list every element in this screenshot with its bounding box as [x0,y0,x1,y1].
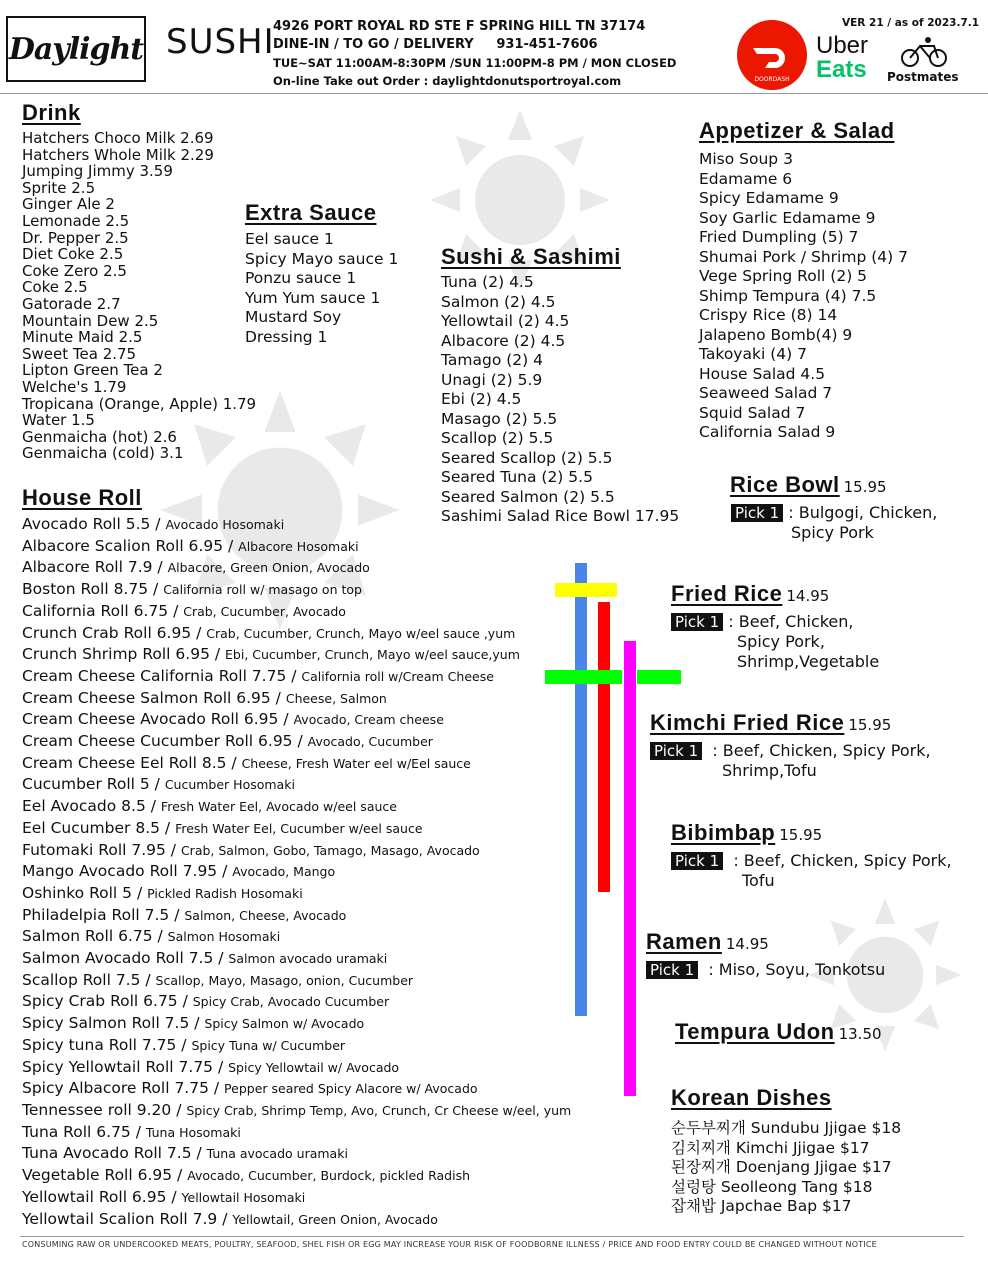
kimchi-fried-rice-options: Pick 1 : Beef, Chicken, Spicy Pork, Shrimp,Tofu [650,741,931,781]
list-item: Tuna (2) 4.5 [441,273,534,291]
list-item: Eel sauce 1 [245,230,334,248]
list-item: Cream Cheese Avocado Roll 6.95 / Avocado, Cream cheese [22,710,444,729]
sushi-sashimi-title: Sushi & Sashimi [441,244,621,269]
drink-title: Drink [22,100,81,125]
ramen-heading [646,929,769,955]
kimchi-fried-rice-title: Kimchi Fried Rice [650,710,845,735]
drink-list [22,130,256,462]
list-item: Dressing 1 [245,327,328,346]
list-item: Jumping Jimmy 3.59 [22,162,173,181]
list-item: Yellowtail (2) 4.5 [441,312,570,330]
list-item: 순두부찌개 Sundubu Jjigae $18 [671,1119,902,1137]
fried-rice-options: Pick 1 : Beef, Chicken, Spicy Pork, Shrimp,Vegetable [671,612,879,672]
list-item: Takoyaki (4) 7 [699,345,807,363]
list-item: Spicy Yellowtail Roll 7.75 / Spicy Yellowtail w/ Avocado [22,1057,400,1076]
list-item: Crunch Crab Roll 6.95 / Crab, Cucumber, Crunch, Mayo w/eel sauce ,yum [22,623,516,642]
list-item: Albacore Roll 7.9 / Albacore, Green Onion, Avocado [22,558,370,577]
blue-bar [575,563,587,1016]
appetizer-salad-list [699,150,908,443]
list-item: Seared Tuna (2) 5.5 [441,468,593,486]
kimchi-fried-rice-heading [650,710,891,736]
list-item: Lipton Green Tea 2 [22,361,163,380]
rice-bowl-title: Rice Bowl [730,472,840,497]
list-item: Tropicana (Orange, Apple) 1.79 [22,394,257,413]
online-order-link[interactable]: On-line Take out Order : daylightdonutsportroyal.com [273,74,622,88]
list-item: Albacore Scalion Roll 6.95 / Albacore Hosomaki [22,536,359,555]
pick-badge: Pick 1 [671,613,723,631]
list-item: Tamago (2) 4 [441,351,543,369]
hours: TUE~SAT 11:00AM-8:30PM /SUN 11:00PM-8 PM / MON CLOSED [273,56,677,70]
list-item: Coke 2.5 [22,278,88,297]
service-line: DINE-IN / TO GO / DELIVERY 931-451-7606 [273,37,598,52]
list-item: Mango Avocado Roll 7.95 / Avocado, Mango [22,862,336,881]
price: 14.95 [725,935,769,953]
list-item: Cream Cheese California Roll 7.75 / California roll w/Cream Cheese [22,666,494,685]
bibimbap-heading [671,820,822,846]
fried-rice-title: Fried Rice [671,581,783,606]
list-item: Cream Cheese Salmon Roll 6.95 / Cheese, Salmon [22,688,387,707]
list-item: Seared Salmon (2) 5.5 [441,487,615,506]
price: 13.50 [838,1025,882,1043]
list-item: Unagi (2) 5.9 [441,370,543,389]
header-divider [0,93,988,94]
list-item: 된장찌개 Doenjang Jjigae $17 [671,1158,892,1176]
header-info [273,18,676,90]
list-item: Genmaicha (cold) 3.1 [22,444,184,463]
list-item: Sweet Tea 2.75 [22,344,137,363]
list-item: Scallop (2) 5.5 [441,429,554,447]
footer-divider [20,1236,964,1237]
appetizer-salad-title: Appetizer & Salad [699,118,895,143]
list-item: Philadelpia Roll 7.5 / Salmon, Cheese, Avocado [22,905,347,924]
green-bar-left [545,670,622,684]
list-item: Minute Maid 2.5 [22,328,143,347]
list-item: Tuna Avocado Roll 7.5 / Tuna avocado uramaki [22,1144,348,1163]
sushi-logo: SUSHI [166,22,275,62]
list-item: 설렁탕 Seolleong Tang $18 [671,1177,873,1196]
list-item: Eel Avocado 8.5 / Fresh Water Eel, Avocado w/eel sauce [22,797,397,816]
list-item: Avocado Roll 5.5 / Avocado Hosomaki [22,515,285,533]
extra-sauce-title: Extra Sauce [245,200,377,225]
doordash-label: DOORDASH [754,76,790,83]
list-item: Water 1.5 [22,411,95,430]
list-item: Sprite 2.5 [22,178,96,197]
list-item: Spicy tuna Roll 7.75 / Spicy Tuna w/ Cucumber [22,1035,346,1054]
tempura-udon-title: Tempura Udon [675,1019,835,1044]
price: 15.95 [843,478,887,496]
pick-badge: Pick 1 [731,504,783,522]
list-item: 김치찌개 Kimchi Jjigae $17 [671,1138,870,1157]
extra-sauce-list [245,230,398,347]
list-item: Edamame 6 [699,169,793,188]
house-roll-title: House Roll [22,485,142,510]
list-item: Cream Cheese Cucumber Roll 6.95 / Avocado, Cucumber [22,732,433,751]
pick-badge: Pick 1 [671,852,723,870]
sun-watermark [420,100,620,300]
list-item: Salmon (2) 4.5 [441,292,556,311]
house-roll-list [22,514,571,1230]
list-item: Welche's 1.79 [22,377,127,396]
price: 14.95 [786,587,830,605]
list-item: Spicy Crab Roll 6.75 / Spicy Crab, Avocado Cucumber [22,992,390,1011]
list-item: Squid Salad 7 [699,403,806,422]
list-item: Boston Roll 8.75 / California roll w/ masago on top [22,580,362,599]
pick-badge: Pick 1 [650,742,702,760]
list-item: Gatorade 2.7 [22,294,121,313]
tempura-udon-heading [675,1019,882,1045]
list-item: Tennessee roll 9.20 / Spicy Crab, Shrimp Temp, Avo, Crunch, Cr Cheese w/eel, yum [22,1100,572,1119]
list-item: Eel Cucumber 8.5 / Fresh Water Eel, Cucumber w/eel sauce [22,818,423,837]
list-item: Lemonade 2.5 [22,211,130,230]
list-item: Crispy Rice (8) 14 [699,306,838,324]
list-item: House Salad 4.5 [699,364,826,383]
magenta-bar [624,641,636,1096]
list-item: Ponzu sauce 1 [245,269,357,287]
list-item: Albacore (2) 4.5 [441,331,566,350]
yellow-bar [555,583,617,597]
list-item: 잡채밥 Japchae Bap $17 [671,1197,852,1215]
sushi-sashimi-list [441,273,679,527]
list-item: Mustard Soy [245,308,342,326]
fried-rice-heading [671,581,829,607]
list-item: Miso Soup 3 [699,150,793,168]
list-item: Seared Scallop (2) 5.5 [441,448,613,467]
list-item: Hatchers Whole Milk 2.29 [22,145,214,164]
rice-bowl-options: Pick 1 : Bulgogi, Chicken, Spicy Pork [731,503,937,543]
list-item: Futomaki Roll 7.95 / Crab, Salmon, Gobo, Tamago, Masago, Avocado [22,840,480,859]
ubereats-logo-top[interactable]: Uber [816,32,869,59]
list-item: Scallop Roll 7.5 / Scallop, Mayo, Masago, onion, Cucumber [22,970,414,989]
list-item: Oshinko Roll 5 / Pickled Radish Hosomaki [22,883,303,902]
ramen-options: Pick 1 : Miso, Soyu, Tonkotsu [646,960,885,980]
bibimbap-options: Pick 1 : Beef, Chicken, Spicy Pork, Tofu [671,851,952,891]
korean-dishes-list [671,1119,901,1217]
version-label: VER 21 / as of 2023.7.1 [842,17,980,29]
bibimbap-title: Bibimbap [671,820,776,845]
price: 15.95 [779,826,823,844]
list-item: California Roll 6.75 / Crab, Cucumber, Avocado [22,601,346,620]
list-item: Vege Spring Roll (2) 5 [699,267,868,285]
address: 4926 PORT ROYAL RD STE F SPRING HILL TN 37174 [273,19,646,34]
price: 15.95 [848,716,892,734]
list-item: Dr. Pepper 2.5 [22,228,129,247]
postmates-label[interactable]: Postmates [887,70,959,84]
pick-badge: Pick 1 [646,961,698,979]
list-item: Yellowtail Scalion Roll 7.9 / Yellowtail, Green Onion, Avocado [22,1209,438,1228]
list-item: Ginger Ale 2 [22,195,115,214]
list-item: Seaweed Salad 7 [699,384,833,402]
footer-disclaimer: CONSUMING RAW OR UNDERCOOKED MEATS, POULTRY, SEAFOOD, SHEL FISH OR EGG MAY INCREASE YOUR RISK OF FOODBORNE ILLNESS / PRICE AND FOOD ENTRY COULD BE CHANGED WITHOUT NOTICE [22,1240,877,1249]
list-item: Soy Garlic Edamame 9 [699,208,876,227]
list-item: Diet Coke 2.5 [22,245,124,264]
ubereats-logo-bottom[interactable]: Eats [816,56,867,83]
list-item: Yum Yum sauce 1 [245,288,381,307]
list-item: Spicy Edamame 9 [699,189,839,207]
list-item: Shimp Tempura (4) 7.5 [699,286,877,305]
list-item: Crunch Shrimp Roll 6.95 / Ebi, Cucumber, Crunch, Mayo w/eel sauce,yum [22,645,520,664]
list-item: Spicy Mayo sauce 1 [245,249,399,268]
list-item: Jalapeno Bomb(4) 9 [699,325,853,344]
phone: 931-451-7606 [496,37,598,52]
rice-bowl-heading [730,472,887,498]
list-item: Yellowtail Roll 6.95 / Yellowtail Hosomaki [22,1187,306,1206]
list-item: Tuna Roll 6.75 / Tuna Hosomaki [22,1122,241,1141]
list-item: Hatchers Choco Milk 2.69 [22,129,214,147]
list-item: Genmaicha (hot) 2.6 [22,427,177,446]
list-item: Coke Zero 2.5 [22,261,127,280]
list-item: Spicy Albacore Roll 7.75 / Pepper seared Spicy Alacore w/ Avocado [22,1079,478,1098]
list-item: Cream Cheese Eel Roll 8.5 / Cheese, Fresh Water eel w/Eel sauce [22,753,471,772]
list-item: Ebi (2) 4.5 [441,390,522,408]
list-item: Salmon Avocado Roll 7.5 / Salmon avocado uramaki [22,949,388,968]
list-item: Fried Dumpling (5) 7 [699,228,859,246]
list-item: Salmon Roll 6.75 / Salmon Hosomaki [22,927,281,946]
daylight-logo: Daylight [6,16,146,82]
list-item: Mountain Dew 2.5 [22,311,159,330]
list-item: Cucumber Roll 5 / Cucumber Hosomaki [22,775,295,794]
list-item: Vegetable Roll 6.95 / Avocado, Cucumber, Burdock, pickled Radish [22,1166,471,1185]
postmates-bike-icon [898,36,950,68]
list-item: Spicy Salmon Roll 7.5 / Spicy Salmon w/ Avocado [22,1014,365,1033]
list-item: Masago (2) 5.5 [441,409,558,428]
list-item: Shumai Pork / Shrimp (4) 7 [699,247,908,266]
list-item: California Salad 9 [699,423,836,441]
red-bar [598,602,610,892]
list-item: Sashimi Salad Rice Bowl 17.95 [441,507,680,525]
green-bar-right [637,670,681,684]
korean-dishes-title: Korean Dishes [671,1085,832,1110]
ramen-title: Ramen [646,929,722,954]
